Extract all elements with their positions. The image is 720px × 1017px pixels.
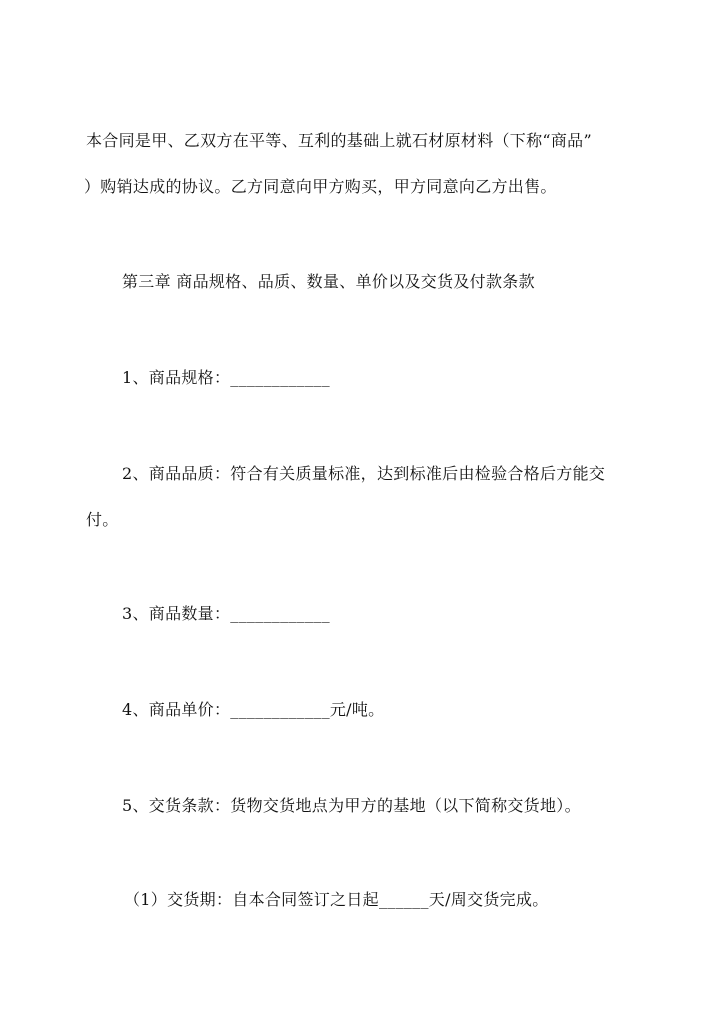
clause-unit-price: 4、商品单价：____________元/吨。	[122, 700, 385, 719]
chapter-heading: 第三章 商品规格、品质、数量、单价以及交货及付款条款	[122, 272, 535, 291]
clause-quality-line-1: 2、商品品质：符合有关质量标准，达到标准后由检验合格后方能交	[122, 464, 606, 483]
clause-delivery-period: （1）交货期：自本合同签订之日起______天/周交货完成。	[124, 890, 549, 909]
paragraph-intro-line-1: 本合同是甲、乙双方在平等、互利的基础上就石材原材料（下称“商品”	[86, 131, 592, 150]
clause-quantity: 3、商品数量：____________	[122, 604, 330, 623]
clause-delivery-terms: 5、交货条款：货物交货地点为甲方的基地（以下简称交货地）。	[122, 796, 581, 815]
clause-specification: 1、商品规格：____________	[122, 368, 330, 387]
paragraph-intro-line-2: ）购销达成的协议。乙方同意向甲方购买，甲方同意向乙方出售。	[84, 177, 557, 196]
clause-quality-line-2: 付。	[86, 510, 119, 529]
